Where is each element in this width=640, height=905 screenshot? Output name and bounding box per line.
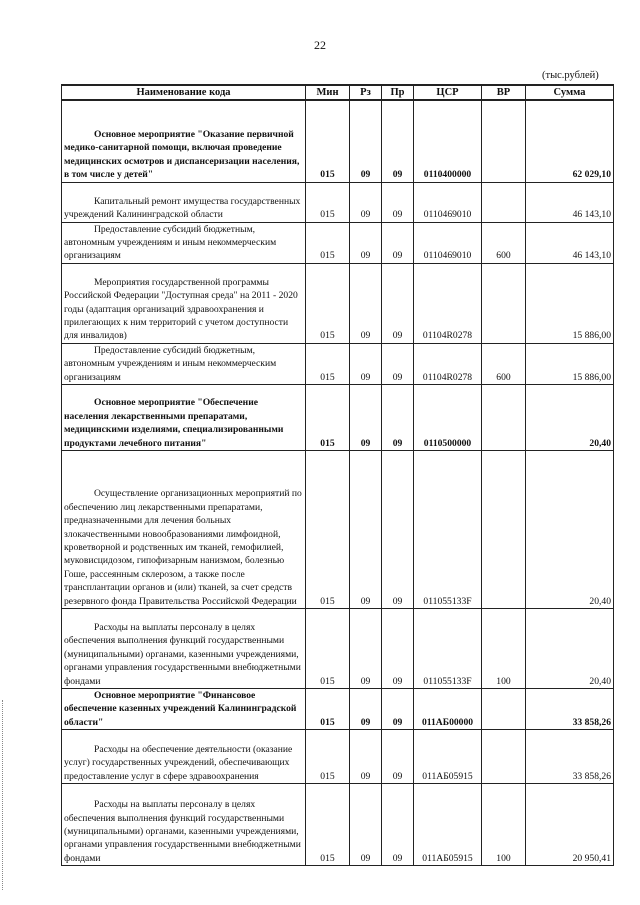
table-row xyxy=(62,100,614,182)
row-pr: 09 xyxy=(382,384,414,450)
header-sum: Сумма xyxy=(526,85,614,100)
row-pr: 09 xyxy=(382,100,414,182)
row-name: Расходы на обеспечение деятельности (оказание услуг) государственных учреждений, обеспечивающих предоставление услуг в сфере здравоохранения xyxy=(62,730,306,784)
row-sum: 46 143,10 xyxy=(526,222,614,263)
row-rz: 09 xyxy=(350,608,382,688)
row-min: 015 xyxy=(306,100,350,182)
header-rz: Рз xyxy=(350,85,382,100)
row-rz: 09 xyxy=(350,100,382,182)
scan-margin-marks xyxy=(2,700,7,890)
row-vr: 600 xyxy=(482,343,526,384)
row-name: Капитальный ремонт имущества государственных учреждений Калининградской области xyxy=(62,182,306,222)
row-name: Мероприятия государственной программы Российской Федерации "Доступная среда" на 2011 - 2020 годы (адаптация организаций здравоохранения и прилегающих к ним территорий с учетом доступности для инвалидов) xyxy=(62,263,306,343)
row-sum: 33 858,26 xyxy=(526,730,614,784)
table-header-row xyxy=(62,85,614,100)
row-sum: 15 886,00 xyxy=(526,343,614,384)
header-csr: ЦСР xyxy=(414,85,482,100)
row-csr: 011АБ00000 xyxy=(414,688,482,729)
row-min: 015 xyxy=(306,784,350,866)
row-csr: 01104R0278 xyxy=(414,343,482,384)
row-csr: 0110469010 xyxy=(414,222,482,263)
header-pr: Пр xyxy=(382,85,414,100)
budget-table xyxy=(61,84,614,866)
row-vr xyxy=(482,263,526,343)
row-name: Расходы на выплаты персоналу в целях обеспечения выполнения функций государственными (муниципальными) органами, казенными учреждениями, органами управления государственными внебюджетными фондами xyxy=(62,608,306,688)
row-rz: 09 xyxy=(350,784,382,866)
row-pr: 09 xyxy=(382,784,414,866)
row-pr: 09 xyxy=(382,222,414,263)
row-rz: 09 xyxy=(350,263,382,343)
row-name: Основное мероприятие "Оказание первичной медико-санитарной помощи, включая проведение медицинских осмотров и диспансеризации населения, в том числе у детей" xyxy=(62,100,306,182)
row-min: 015 xyxy=(306,730,350,784)
row-sum: 33 858,26 xyxy=(526,688,614,729)
table-row xyxy=(62,730,614,784)
row-rz: 09 xyxy=(350,688,382,729)
table-row xyxy=(62,343,614,384)
table-row xyxy=(62,608,614,688)
row-rz: 09 xyxy=(350,384,382,450)
row-min: 015 xyxy=(306,450,350,608)
row-min: 015 xyxy=(306,343,350,384)
row-rz: 09 xyxy=(350,222,382,263)
row-pr: 09 xyxy=(382,730,414,784)
row-csr: 0110500000 xyxy=(414,384,482,450)
units-label: (тыс.рублей) xyxy=(542,70,599,81)
row-pr: 09 xyxy=(382,608,414,688)
table-row xyxy=(62,784,614,866)
row-csr: 0110400000 xyxy=(414,100,482,182)
row-vr: 100 xyxy=(482,784,526,866)
row-csr: 0110469010 xyxy=(414,182,482,222)
row-name: Предоставление субсидий бюджетным, автономным учреждениям и иным некоммерческим организациям xyxy=(62,222,306,263)
row-name: Осуществление организационных мероприятий по обеспечению лиц лекарственными препаратами, предназначенными для лечения больных злокачественными новообразованиями лимфоидной, кроветворной и родственных им тканей, гемофилией, муковисцидозом, гипофизарным нанизмом, болезнью Гоше, рассеянным склерозом, а также после трансплантации органов и (или) тканей, за счет средств резервного фонда Правительства Российской Федерации xyxy=(62,450,306,608)
header-min: Мин xyxy=(306,85,350,100)
row-pr: 09 xyxy=(382,343,414,384)
row-name: Основное мероприятие "Обеспечение населения лекарственными препаратами, медицинскими изделиями, специализированными продуктами лечебного питания" xyxy=(62,384,306,450)
table-row xyxy=(62,182,614,222)
row-rz: 09 xyxy=(350,343,382,384)
row-vr: 600 xyxy=(482,222,526,263)
table-row xyxy=(62,263,614,343)
row-csr: 011АБ05915 xyxy=(414,784,482,866)
row-sum: 20 950,41 xyxy=(526,784,614,866)
row-csr: 011055133F xyxy=(414,608,482,688)
row-sum: 46 143,10 xyxy=(526,182,614,222)
row-name: Расходы на выплаты персоналу в целях обеспечения выполнения функций государственными (муниципальными) органами, казенными учреждениями, органами управления государственными внебюджетными фондами xyxy=(62,784,306,866)
row-vr xyxy=(482,182,526,222)
row-csr: 01104R0278 xyxy=(414,263,482,343)
table-row xyxy=(62,450,614,608)
row-vr xyxy=(482,730,526,784)
row-name: Основное мероприятие "Финансовое обеспечение казенных учреждений Калининградской области" xyxy=(62,688,306,729)
row-min: 015 xyxy=(306,384,350,450)
row-pr: 09 xyxy=(382,450,414,608)
header-vr: ВР xyxy=(482,85,526,100)
table-row xyxy=(62,688,614,729)
row-name: Предоставление субсидий бюджетным, автономным учреждениям и иным некоммерческим организациям xyxy=(62,343,306,384)
row-pr: 09 xyxy=(382,182,414,222)
row-min: 015 xyxy=(306,608,350,688)
row-min: 015 xyxy=(306,222,350,263)
row-vr xyxy=(482,450,526,608)
row-sum: 20,40 xyxy=(526,450,614,608)
row-sum: 15 886,00 xyxy=(526,263,614,343)
page-number: 22 xyxy=(314,38,326,52)
row-rz: 09 xyxy=(350,450,382,608)
table-row xyxy=(62,384,614,450)
row-pr: 09 xyxy=(382,263,414,343)
row-min: 015 xyxy=(306,182,350,222)
row-vr xyxy=(482,384,526,450)
table-row xyxy=(62,222,614,263)
row-min: 015 xyxy=(306,688,350,729)
row-sum: 20,40 xyxy=(526,384,614,450)
header-name: Наименование кода xyxy=(62,85,306,100)
row-sum: 20,40 xyxy=(526,608,614,688)
row-vr xyxy=(482,100,526,182)
row-vr: 100 xyxy=(482,608,526,688)
row-rz: 09 xyxy=(350,730,382,784)
row-rz: 09 xyxy=(350,182,382,222)
row-csr: 011АБ05915 xyxy=(414,730,482,784)
row-sum: 62 029,10 xyxy=(526,100,614,182)
row-min: 015 xyxy=(306,263,350,343)
row-vr xyxy=(482,688,526,729)
row-pr: 09 xyxy=(382,688,414,729)
row-csr: 011055133F xyxy=(414,450,482,608)
